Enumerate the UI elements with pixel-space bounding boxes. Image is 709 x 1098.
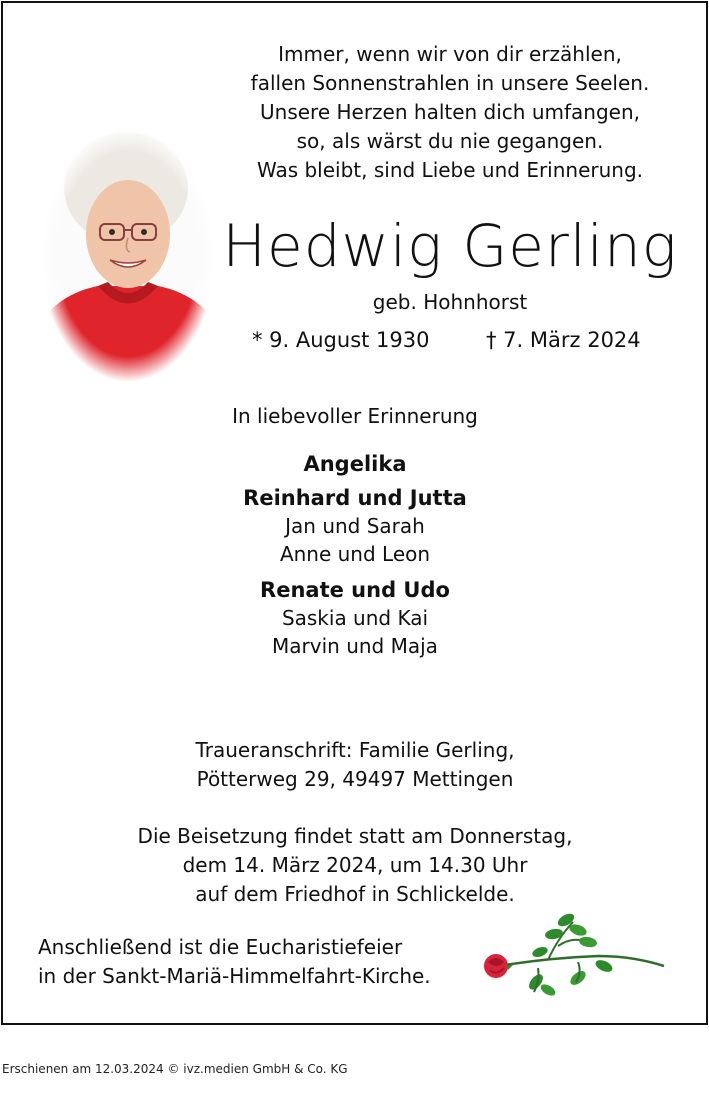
mourner-member: Marvin und Maja	[272, 634, 438, 658]
rose-icon	[478, 908, 668, 1003]
funeral-notice	[100, 822, 610, 909]
eucharist-notice	[38, 933, 488, 991]
funeral-line: Die Beisetzung findet statt am Donnerstag,	[137, 824, 573, 848]
mourner-head: Renate und Udo	[260, 578, 450, 602]
poem-line: Was bleibt, sind Liebe und Erinnerung.	[256, 158, 644, 182]
poem-line: Immer, wenn wir von dir erzählen,	[278, 42, 622, 66]
poem-line: Unsere Herzen halten dich umfangen,	[260, 100, 640, 124]
address-line: Pötterweg 29, 49497 Mettingen	[196, 767, 514, 791]
birth-date: * 9. August 1930	[252, 328, 430, 352]
mourner-head: Reinhard und Jutta	[243, 486, 467, 510]
eucharist-line: in der Sankt-Mariä-Himmelfahrt-Kirche.	[38, 964, 431, 988]
address-line: Traueranschrift: Familie Gerling,	[195, 738, 515, 762]
mourners-list	[130, 450, 580, 660]
portrait-photo	[38, 126, 218, 384]
mourner-member: Jan und Sarah	[285, 514, 425, 538]
birth-name: geb. Hohnhorst	[372, 290, 528, 314]
poem	[225, 40, 675, 185]
deceased-name: Hedwig Gerling	[222, 212, 678, 280]
mourning-address	[120, 736, 590, 794]
mourner-member: Anne und Leon	[279, 542, 431, 566]
face	[86, 180, 170, 288]
funeral-line: auf dem Friedhof in Schlickelde.	[195, 882, 515, 906]
eucharist-line: Anschließend ist die Eucharistiefeier	[38, 935, 403, 959]
poem-line: fallen Sonnenstrahlen in unsere Seelen.	[250, 71, 650, 95]
mourners-intro: In liebevoller Erinnerung	[232, 404, 478, 428]
mourner-member: Saskia und Kai	[281, 606, 429, 630]
publication-footer: Erschienen am 12.03.2024 © ivz.medien GmbH & Co. KG	[2, 1062, 348, 1076]
poem-line: so, als wärst du nie gegangen.	[296, 129, 604, 153]
death-date: † 7. März 2024	[486, 328, 641, 352]
funeral-line: dem 14. März 2024, um 14.30 Uhr	[182, 853, 528, 877]
mourner-head: Angelika	[303, 452, 407, 476]
